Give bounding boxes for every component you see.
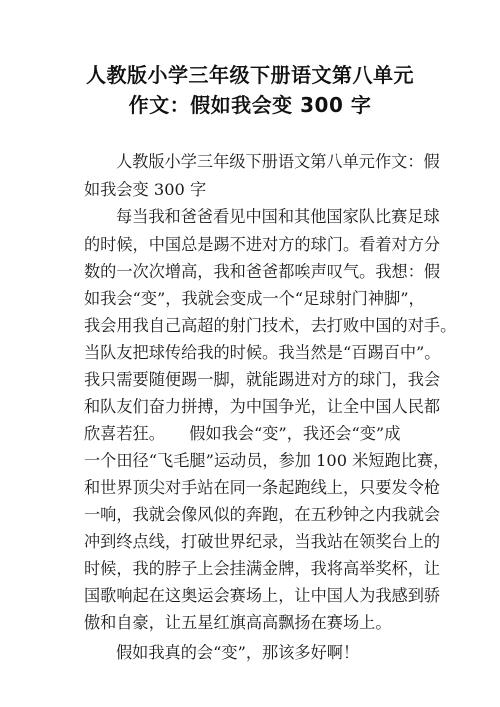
body-line-6: 如我会“变”，我就会变成一个“足球射门神脚”， bbox=[84, 289, 425, 308]
body-line-14: 一响，我就会像风似的奔跑，在五秒钟之内我就会 bbox=[84, 505, 441, 524]
body-line-12: 一个田径“飞毛腿”运动员，参加 100 米短跑比赛， bbox=[84, 451, 450, 470]
body-line-2: 如我会变 300 字 bbox=[84, 180, 207, 199]
body-line-15: 冲到终点线，打破世界纪录，当我站在领奖台上的 bbox=[84, 532, 441, 551]
body-line-7: 我会用我自己高超的射门技术，去打败中国的对手。 bbox=[84, 316, 457, 335]
body-line-11: 欣喜若狂。 假如我会“变”，我还会“变”成 bbox=[84, 424, 401, 443]
body-line-19: 假如我真的会“变”，那该多好啊！ bbox=[116, 643, 360, 662]
document-title-line-1: 人教版小学三年级下册语文第八单元 bbox=[86, 63, 414, 87]
body-line-3: 每当我和爸爸看见中国和其他国家队比赛足球 bbox=[116, 207, 440, 226]
body-line-1: 人教版小学三年级下册语文第八单元作文：假 bbox=[116, 152, 440, 171]
body-line-18: 傲和自豪，让五星红旗高高飘扬在赛场上。 bbox=[84, 613, 392, 632]
body-line-5: 数的一次次增高，我和爸爸都唉声叹气。我想：假 bbox=[84, 262, 441, 281]
body-line-13: 和世界顶尖对手站在同一条起跑线上，只要发令枪 bbox=[84, 478, 441, 497]
body-line-17: 国歌响起在这奥运会赛场上，让中国人为我感到骄 bbox=[84, 586, 441, 605]
body-line-8: 当队友把球传给我的时候。我当然是“百踢百中”。 bbox=[84, 343, 441, 362]
body-line-10: 和队友们奋力拼搏，为中国争光，让全中国人民都 bbox=[84, 397, 441, 416]
document-title-line-2: 作文：假如我会变 300 字 bbox=[128, 93, 372, 117]
body-line-4: 的时候，中国总是踢不进对方的球门。看着对方分 bbox=[84, 235, 441, 254]
body-line-16: 时候，我的脖子上会挂满金牌，我将高举奖杯，让 bbox=[84, 559, 441, 578]
body-line-9: 我只需要随便踢一脚，就能踢进对方的球门，我会 bbox=[84, 370, 441, 389]
